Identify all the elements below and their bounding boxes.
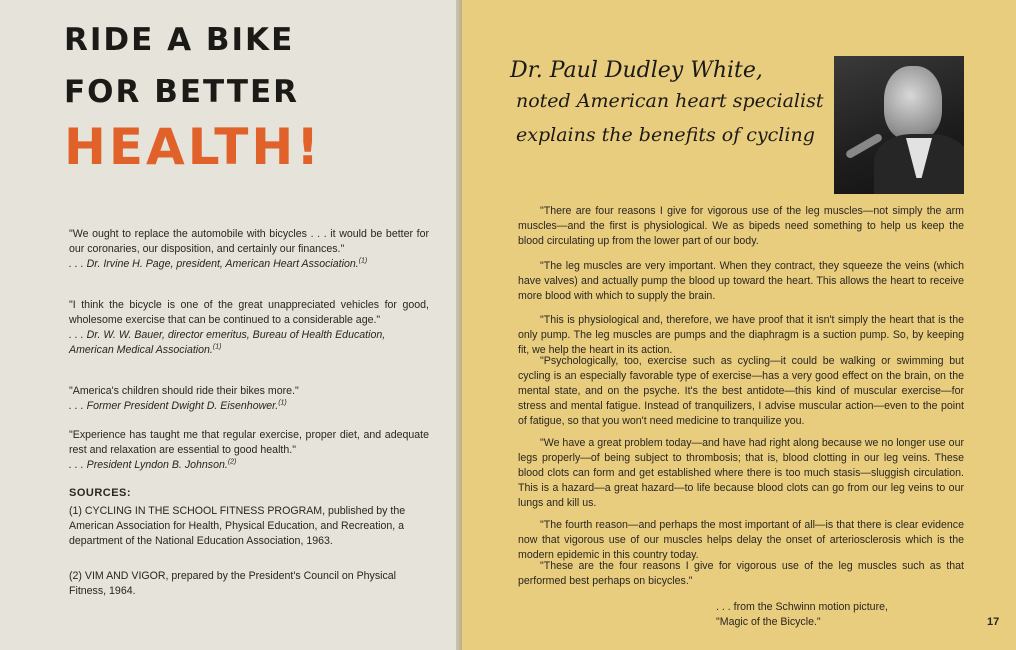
title-line-2: FOR BETTER	[64, 74, 300, 110]
body-paragraph: "We have a great problem today—and have had right along because we no longer use our legs properly—of being subject to thrombosis; that is, blood clotting in our leg veins. These blood clots can form and get established where there is too much stasis—sluggish circulation. This is a hazard—a great hazard—to life because blood clots can go from our leg veins to our lungs and kill us.	[518, 437, 964, 510]
body-paragraph: "Psychologically, too, exercise such as cycling—it could be walking or swimming but cycling is an especially favorable type of exercise—has a very good effect on the brain, on the mental state, and on the psyche. It's the best antidote—this kind of muscular exercise—for stress and mental fatigue. Instead of tranquilizers, I advise muscular action—even to the point of fatigue, so that you won't need medicine to tranquilize you.	[518, 355, 964, 428]
body-paragraph: "The leg muscles are very important. When they contract, they squeeze the veins (which have valves) and actually pump the blood up toward the heart. This allows the heart to receive more blood with which to supply the brain.	[518, 260, 964, 303]
quote-text: "Experience has taught me that regular exercise, proper diet, and adequate rest and relaxation are essential to good health."	[69, 429, 429, 456]
source-item-1: (1) CYCLING IN THE SCHOOL FITNESS PROGRAM, published by the American Association for Health, Physical Education, and Recreation, a department of the National Education Association, 1963.	[69, 505, 406, 547]
quote-attribution: . . . Dr. W. W. Bauer, director emeritus, Bureau of Health Education, American Medical Association.$^{(1)}$	[69, 329, 386, 356]
title-line-3: HEALTH!	[64, 118, 323, 176]
body-paragraph: "The fourth reason—and perhaps the most important of all—is that there is clear evidence now that vigorous use of our muscles helps delay the onset of arteriosclerosis which is the modern epidemic in this country today.	[518, 519, 964, 562]
page-number: 17	[987, 616, 1000, 628]
portrait-photo	[834, 56, 964, 194]
quote-attribution: . . . President Lyndon B. Johnson.$^{(2)}$	[69, 458, 237, 471]
source-item-2: (2) VIM AND VIGOR, prepared by the President's Council on Physical Fitness, 1964.	[69, 570, 397, 597]
film-credit-line-2: "Magic of the Bicycle."	[716, 616, 821, 628]
script-heading-line-3: explains the benefits of cycling	[516, 124, 815, 146]
script-heading-line-1: Dr. Paul Dudley White,	[510, 58, 763, 83]
quote-text: "America's children should ride their bikes more."	[69, 385, 299, 397]
quote-attribution: . . . Former President Dwight D. Eisenhower.$^{(1)}$	[69, 399, 287, 412]
quote-bauer	[69, 298, 429, 358]
quote-attribution: . . . Dr. Irvine H. Page, president, American Heart Association.$^{(1)}$	[69, 257, 368, 270]
quote-eisenhower	[69, 384, 429, 414]
sources-heading: SOURCES:	[69, 487, 132, 499]
film-credit-line-1: . . . from the Schwinn motion picture,	[716, 601, 888, 613]
quote-text: "We ought to replace the automobile with bicycles . . . it would be better for our coronaries, our disposition, and certainly our finances."	[69, 228, 429, 255]
quote-johnson	[69, 428, 429, 473]
script-heading-line-2: noted American heart specialist	[516, 90, 824, 112]
quote-text: "I think the bicycle is one of the great unappreciated vehicles for good, wholesome exercise that can be continued to a considerable age."	[69, 299, 429, 326]
body-paragraph: "There are four reasons I give for vigorous use of the leg muscles—not simply the arm muscles—and the first is physiological. We as bipeds need something to help us keep the blood circulating up from the lower part of our body.	[518, 205, 964, 248]
body-paragraph: "This is physiological and, therefore, we have proof that it isn't simply the heart that is the only pump. The leg muscles are pumps and the diaphragm is a suction pump. So, by keeping fit, we help the heart in its action.	[518, 314, 964, 357]
title-line-1: RIDE A BIKE	[64, 22, 295, 58]
body-paragraph: "These are the four reasons I give for vigorous use of the leg muscles such as that performed best perhaps on bicycles."	[518, 560, 964, 588]
quote-page	[69, 227, 429, 272]
